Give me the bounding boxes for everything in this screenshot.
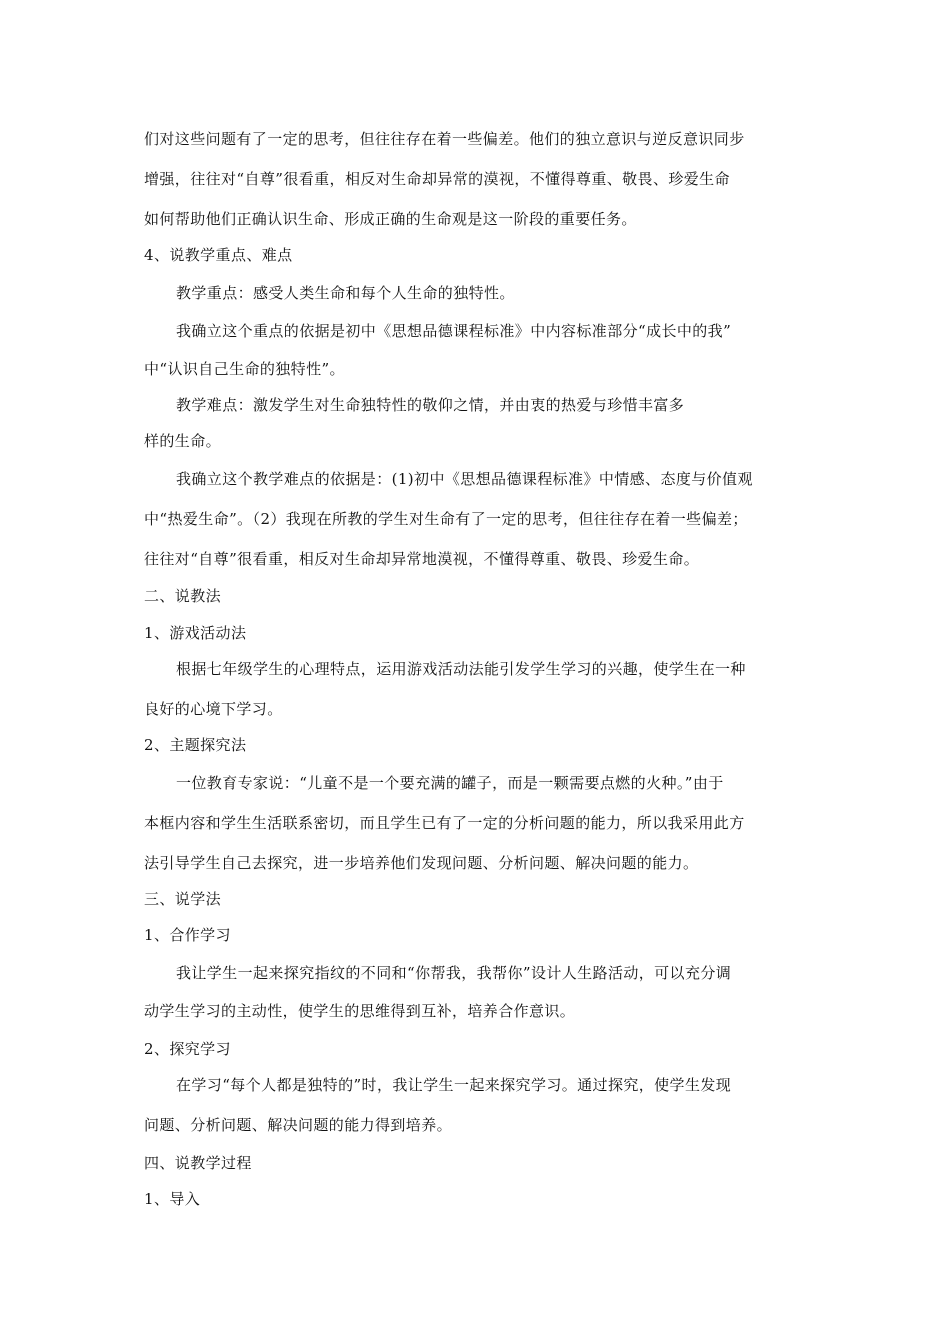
paragraph-line: 们对这些问题有了一定的思考，但往往存在着一些偏差。他们的独立意识与逆反意识同步: [144, 130, 745, 148]
paragraph-line: 良好的心境下学习。: [144, 700, 283, 718]
paragraph-line: 中“热爱生命”。（2）我现在所教的学生对生命有了一定的思考，但往往存在着一些偏差；: [144, 510, 748, 528]
paragraph-line: 教学难点：激发学生对生命独特性的敬仰之情，并由衷的热爱与珍惜丰富多: [176, 396, 685, 414]
paragraph-line: 往往对“自尊”很看重，相反对生命却异常地漠视，不懂得尊重、敬畏、珍爱生命。: [144, 550, 700, 568]
paragraph-line: 在学习“每个人都是独特的”时，我让学生一起来探究学习。通过探究，使学生发现: [176, 1076, 732, 1094]
paragraph-line: 我让学生一起来探究指纹的不同和“你帮我，我帮你”设计人生路活动，可以充分调: [176, 964, 732, 982]
subsection-heading: 1、导入: [144, 1190, 201, 1208]
subsection-heading: 1、合作学习: [144, 926, 231, 944]
paragraph-line: 动学生学习的主动性，使学生的思维得到互补，培养合作意识。: [144, 1002, 576, 1020]
section-heading: 二、说教法: [144, 587, 222, 605]
paragraph-line: 样的生命。: [144, 432, 222, 450]
section-heading: 4、说教学重点、难点: [144, 246, 293, 264]
paragraph-line: 一位教育专家说：“儿童不是一个要充满的罐子，而是一颗需要点燃的火种。”由于: [176, 774, 724, 792]
subsection-heading: 1、游戏活动法: [144, 624, 247, 642]
paragraph-line: 中“认识自己生命的独特性”。: [144, 360, 345, 378]
paragraph-line: 如何帮助他们正确认识生命、形成正确的生命观是这一阶段的重要任务。: [144, 210, 637, 228]
subsection-heading: 2、主题探究法: [144, 736, 247, 754]
paragraph-line: 我确立这个教学难点的依据是：(1)初中《思想品德课程标准》中情感、态度与价值观: [176, 470, 753, 488]
section-heading: 四、说教学过程: [144, 1154, 252, 1172]
section-heading: 三、说学法: [144, 890, 222, 908]
paragraph-line: 根据七年级学生的心理特点，运用游戏活动法能引发学生学习的兴趣，使学生在一种: [176, 660, 746, 678]
paragraph-line: 问题、分析问题、解决问题的能力得到培养。: [144, 1116, 453, 1134]
paragraph-line: 本框内容和学生生活联系密切，而且学生已有了一定的分析问题的能力，所以我采用此方: [144, 814, 745, 832]
paragraph-line: 教学重点：感受人类生命和每个人生命的独特性。: [176, 284, 515, 302]
subsection-heading: 2、探究学习: [144, 1040, 231, 1058]
paragraph-line: 我确立这个重点的依据是初中《思想品德课程标准》中内容标准部分“成长中的我”: [176, 322, 732, 340]
paragraph-line: 增强，往往对“自尊”很看重，相反对生命却异常的漠视，不懂得尊重、敬畏、珍爱生命: [144, 170, 730, 188]
paragraph-line: 法引导学生自己去探究，进一步培养他们发现问题、分析问题、解决问题的能力。: [144, 854, 699, 872]
